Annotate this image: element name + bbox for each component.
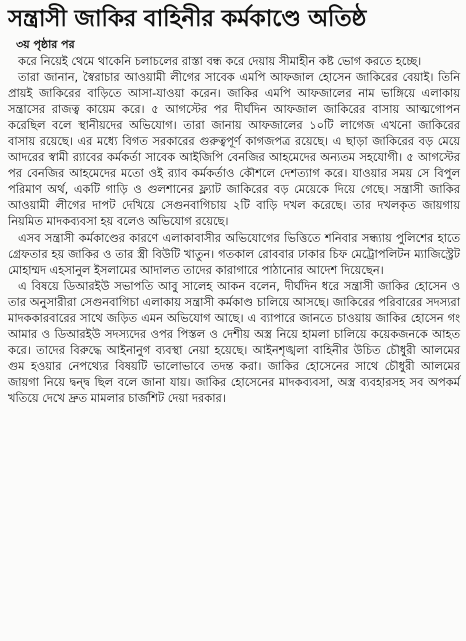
paragraph: করে নিয়েই থেমে থাকেনি চলাচলের রাস্তা বন্ধ করে দেয়ায় সীমাহীন কষ্ট ভোগ করতে হচ্ছে।	[18, 54, 422, 68]
paragraph: এ বিষয়ে ডিআরইউ সভাপতি আবু সালেহ আকন বলেন, দীর্ঘদিন ধরে সন্ত্রাসী জাকির হোসেন ও তার অনুসারীরা সেগুনবাগিচা এলাকায় সন্ত্রাসী কর্মকাণ্ড চালিয়ে আসছে। জাকিরের পরিবারের সদস্যরা মাদককারবারের সাথে জড়িত এমন অভিযোগ আছে। এ ব্যাপারে জানতে চাওয়ায় জাকির হোসেন গং আমার ও ডিআরইউ সদস্যদের ওপর পিস্তল ও দেশীয় অস্ত্র নিয়ে হামলা চালিয়ে কয়েকজনকে আহত করে। তাদের বিরুদ্ধে আইনানুগ ব্যবস্থা নেয়া হয়েছে। আইনশৃঙ্খলা বাহিনীর উচিত চৌধুরী আলমের গুম হওয়ার নেপথ্যের বিষয়টি ভালোভাবে তদন্ত করা। জাকির হোসেনের সাথে চৌধুরী আলমের জায়গা নিয়ে দ্বন্দ্ব ছিল বলে জানা যায়। জাকির হোসেনের মাদকব্যবসা, অস্ত্র ব্যবহারসহ সব অপকর্ম খতিয়ে দেখে দ্রুত মামলার চার্জশিট দেয়া দরকার।	[8, 278, 460, 405]
article-body	[8, 53, 460, 406]
continued-from-label: ৩য় পৃষ্ঠার পর	[16, 38, 75, 51]
paragraph: এসব সন্ত্রাসী কর্মকাণ্ডের কারণে এলাকাবাসীর অভিযোগের ভিত্তিতে শনিবার সন্ধ্যায় পুলিশের হাতে গ্রেফতার হয় জাকির ও তার স্ত্রী বিউটি খাতুন। গতকাল রোববার ঢাকার চিফ মেট্রোপলিটন ম্যাজিস্ট্রেট মোহাম্মদ এহসানুল ইসলামের আদালত তাদের কারাগারে পাঠানোর আদেশ দিয়েছেন।	[8, 230, 460, 277]
headline: সন্ত্রাসী জাকির বাহিনীর কর্মকাণ্ডে অতিষ্ঠ	[8, 6, 367, 32]
paragraph: তারা জানান, স্বৈরাচার আওয়ামী লীগের সাবেক এমপি আফজাল হোসেন জাকিরের বেয়াই। তিনি প্রায়ই জাকিরের বাড়িতে আসা-যাওয়া করেন। জাকির এমপি আফজালের নাম ভাঙ্গিয়ে এলাকায় সন্ত্রাসের রাজত্ব কায়েম করে। ৫ আগস্টের পর দীর্ঘদিন আফজাল জাকিরের বাসায় আত্মগোপন করেছিল বলে স্থানীয়দের অভিযোগ। তারা জানায় আফজালের ১০টি লাগেজ এখনো জাকিরের বাসায় রয়েছে। এর মধ্যে বিগত সরকারের গুরুত্বপূর্ণ কাগজপত্র রয়েছে। এ ছাড়া জাকিরের বড় মেয়ে আদরের স্বামী র‍্যাবের কর্মকর্তা সাবেক আইজিপি বেনজির আহমেদের অন্যতম সহযোগী। ৫ আগস্টের পর বেনজির আহমেদের মতো ওই র‍্যাব কর্মকর্তাও কৌশলে দেশত্যাগ করে। যাওয়ার সময় সে বিপুল পরিমাণ অর্থ, একটি গাড়ি ও গুলশানের ফ্ল্যাট জাকিরের বড় মেয়েকে দিয়ে গেছে। সন্ত্রাসী জাকির আওয়ামী লীগের দাপট দেখিয়ে সেগুনবাগিচায় ২টি বাড়ি দখল করেছে। তার দখলকৃত জায়গায় নিয়মিত মাদকব্যবসা হয় বলেও অভিযোগ রয়েছে।	[8, 70, 460, 229]
